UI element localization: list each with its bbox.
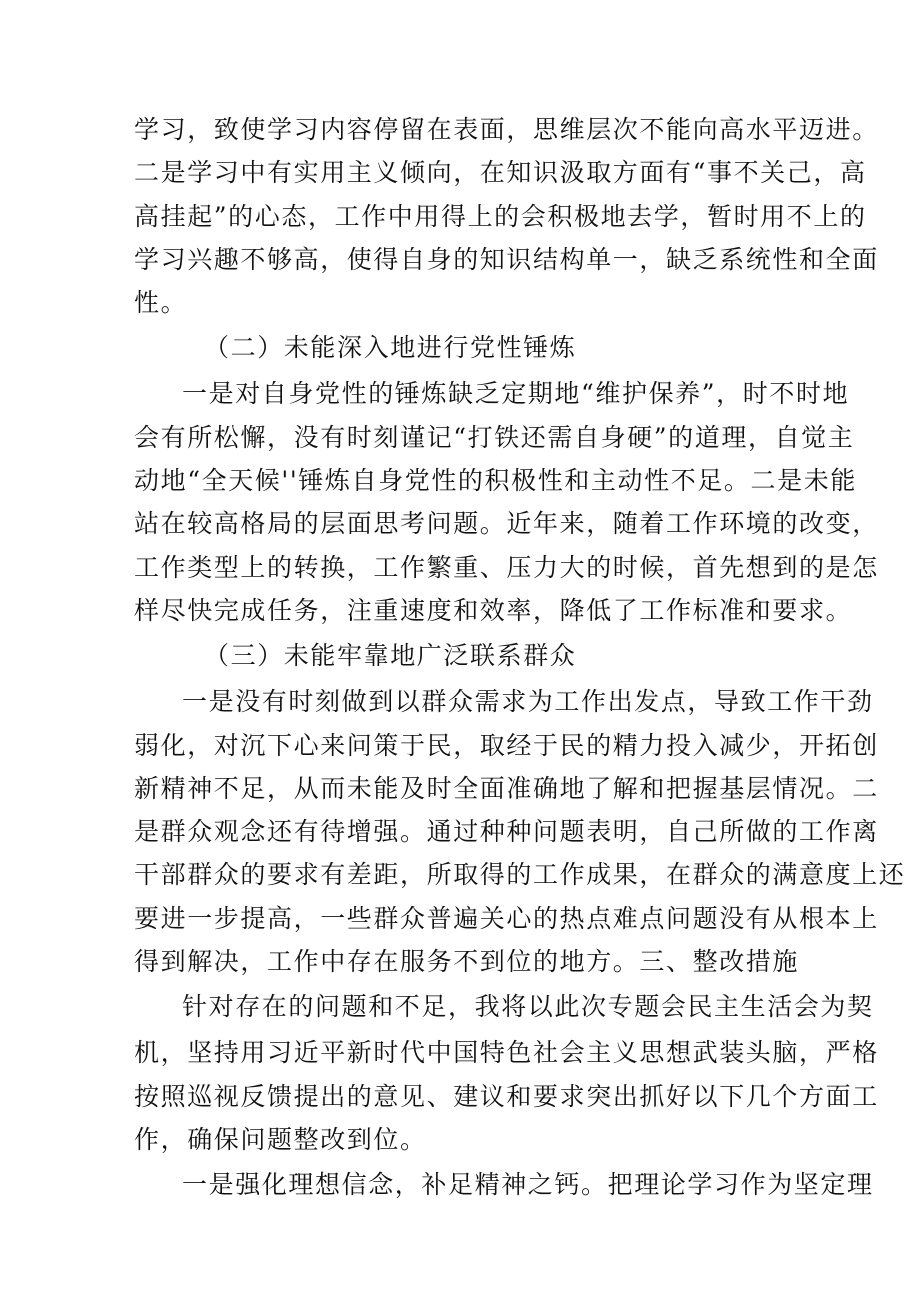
text-line: 站在较高格局的层面思考问题。近年来，随着工作环境的改变，: [134, 509, 879, 539]
text-line: 动地“全天候''锤炼自身党性的积极性和主动性不足。二是未能: [134, 466, 857, 496]
text-line: 学习兴趣不够高，使得自身的知识结构单一，缺乏系统性和全面: [134, 244, 879, 274]
text-line: 学习，致使学习内容停留在表面，思维层次不能向高水平迈进。: [134, 115, 879, 144]
section-heading-3: （三）未能牢靠地广泛联系群众: [204, 641, 577, 671]
text-line: 样尽快完成任务，注重速度和效率，降低了工作标准和要求。: [134, 595, 853, 625]
document-body: [134, 108, 906, 1209]
text-line: 高挂起”的心态，工作中用得上的会积极地去学，暂时用不上的: [134, 201, 867, 231]
text-line: 二是学习中有实用主义倾向，在知识汲取方面有“事不关己，高: [134, 158, 867, 188]
text-line: 新精神不足，从而未能及时全面准确地了解和把握基层情况。二: [134, 773, 879, 803]
text-line: 要进一步提高，一些群众普遍关心的热点难点问题没有从根本上: [134, 903, 879, 933]
paragraph-first-line: 一是强化理想信念，补足精神之钙。把理论学习作为坚定理: [182, 1170, 874, 1200]
section-heading-2: （二）未能深入地进行党性锤炼: [204, 333, 577, 363]
text-line: 工作类型上的转换，工作繁重、压力大的时候，首先想到的是怎: [134, 552, 879, 582]
paragraph-first-line: 一是没有时刻做到以群众需求为工作出发点，导致工作干劲: [182, 687, 874, 717]
text-line: 作，确保问题整改到位。: [134, 1124, 427, 1154]
text-line: 干部群众的要求有差距，所取得的工作成果，在群众的满意度上还: [134, 860, 906, 890]
text-line: 按照巡视反馈提出的意见、建议和要求突出抓好以下几个方面工: [134, 1081, 879, 1111]
text-line: 弱化，对沉下心来问策于民，取经于民的精力投入减少，开拓创: [134, 730, 879, 760]
paragraph-first-line: 针对存在的问题和不足，我将以此次专题会民主生活会为契: [182, 992, 874, 1022]
text-line: 是群众观念还有待增强。通过种种问题表明，自己所做的工作离: [134, 817, 879, 847]
text-line: 机，坚持用习近平新时代中国特色社会主义思想武装头脑，严格: [134, 1038, 879, 1068]
text-line: 得到解决，工作中存在服务不到位的地方。三、整改措施: [134, 947, 800, 977]
text-line: 性。: [134, 288, 188, 318]
text-line: 会有所松懈，没有时刻谨记“打铁还需自身硬”的道理，自觉主: [134, 422, 855, 452]
paragraph-first-line: 一是对自身党性的锤炼缺乏定期地“维护保养”，时不时地: [182, 379, 850, 409]
